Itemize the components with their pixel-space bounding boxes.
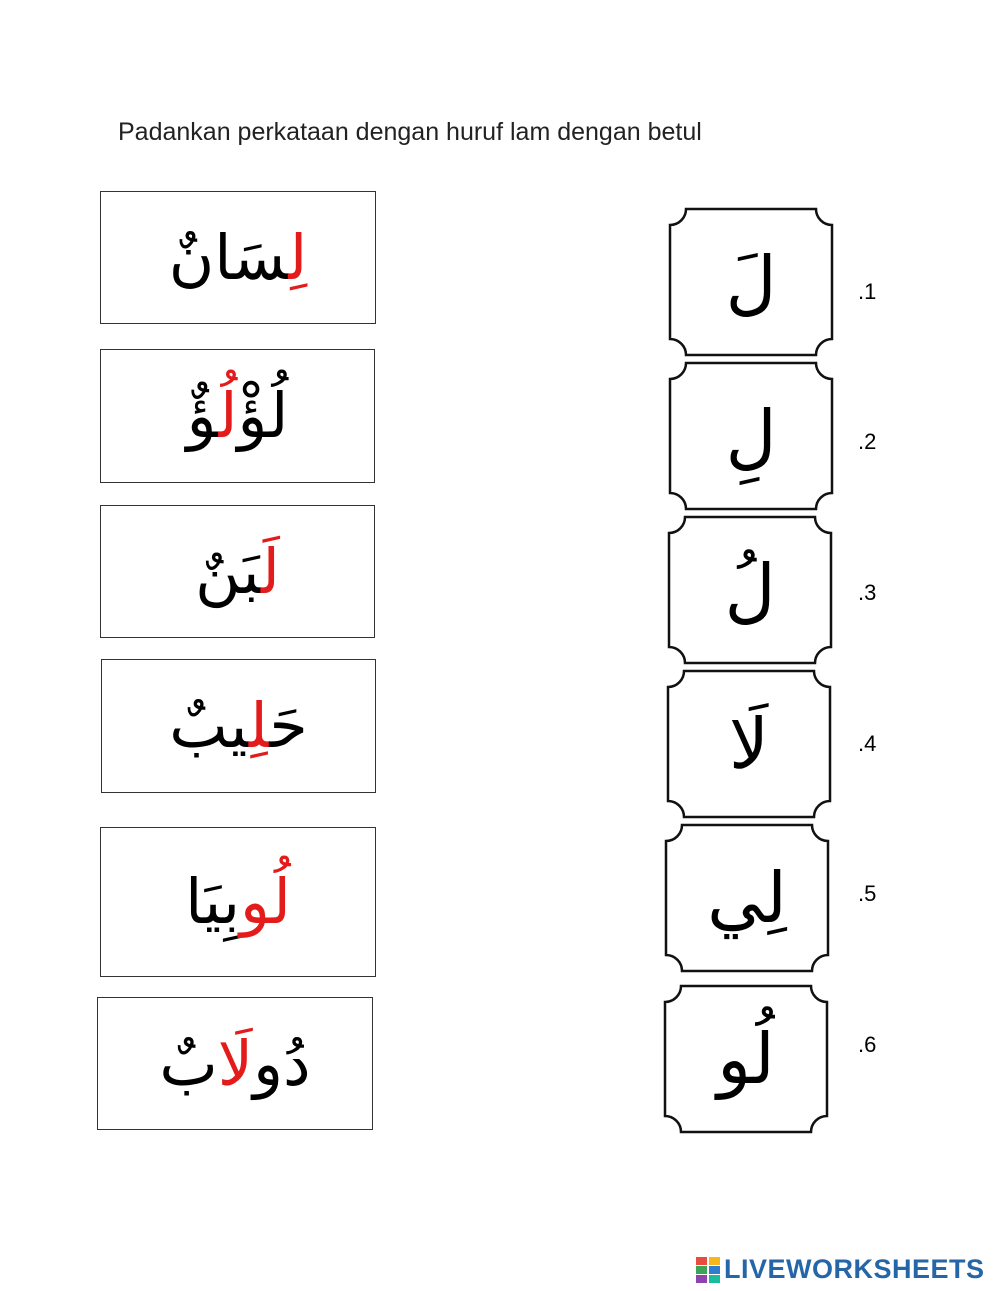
word-1-highlight: لِ [288,220,308,294]
number-label-3: .3 [858,580,877,605]
word-card-2[interactable] [100,349,375,483]
letter-2: لِ [725,395,777,477]
liveworksheets-logo [696,1254,985,1285]
letter-card-6[interactable] [663,984,829,1134]
logo-text: LIVEWORKSHEETS [724,1254,985,1284]
word-card-5[interactable] [100,827,376,977]
word-1: لِسَانٌ [168,220,308,294]
liveworksheets-logo-icon [696,1257,720,1283]
letter-card-5[interactable] [664,823,830,973]
word-card-1[interactable] [100,191,376,324]
number-label-6: .6 [858,1032,877,1057]
word-card-3[interactable] [100,505,375,638]
letter-card-4[interactable] [666,669,832,819]
word-2-highlight: لُ [218,379,238,452]
number-label-1: .1 [858,279,877,304]
word-6: دُولَابٌ [159,1026,311,1100]
letter-card-1[interactable] [668,207,834,357]
word-2: لُؤْلُؤٌ [186,379,289,452]
word-4-highlight: لِ [248,689,270,762]
letter-5: لِي [707,857,787,939]
word-6-highlight: لَا [217,1026,254,1100]
letter-1: لَ [725,241,777,323]
letter-6: لُو [717,1018,775,1100]
word-5-highlight: لُو [239,865,291,938]
instruction-text: Padankan perkataan dengan huruf lam dengan betul [118,118,702,146]
word-3-highlight: لَ [261,534,280,608]
number-label-2: .2 [858,429,877,454]
word-5: لُوبِيَا [185,865,291,938]
letter-card-2[interactable] [668,361,834,511]
word-3: لَبَنٌ [195,534,280,608]
letter-4: لَا [729,703,769,785]
letter-card-3[interactable] [667,515,833,665]
word-4: حَلِيبٌ [169,689,308,762]
word-card-6[interactable] [97,997,373,1130]
word-card-4[interactable] [101,659,376,793]
number-label-5: .5 [858,881,877,906]
number-label-4: .4 [858,731,877,756]
letter-3: لُ [724,549,776,631]
